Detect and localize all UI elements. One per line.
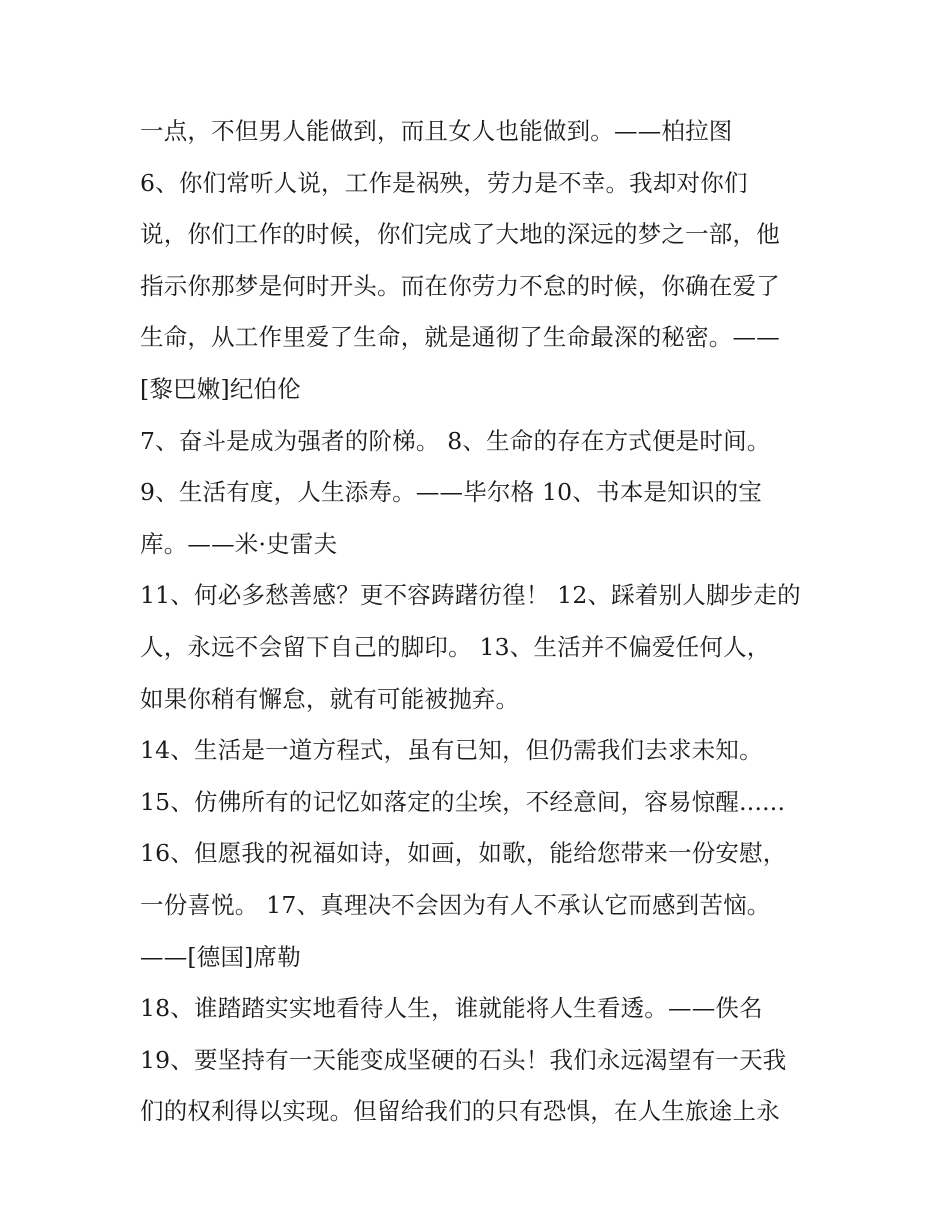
text-line: 16、但愿我的祝福如诗，如画，如歌，能给您带来一份安慰， bbox=[140, 839, 787, 868]
text-line: 一点，不但男人能做到，而且女人也能做到。——柏拉图 bbox=[140, 117, 733, 145]
text-line: 9、生活有度，人生添寿。——毕尔格 10、书本是知识的宝 bbox=[140, 478, 762, 507]
text-line: ——[德国]席勒 bbox=[140, 942, 301, 971]
text-line: 18、谁踏踏实实地看待人生，谁就能将人生看透。——佚名 bbox=[140, 994, 763, 1023]
text-line: 们的权利得以实现。但留给我们的只有恐惧，在人生旅途上永 bbox=[140, 1097, 780, 1126]
text-line: 19、要坚持有一天能变成坚硬的石头！我们永远渴望有一天我 bbox=[140, 1045, 787, 1074]
body-text bbox=[140, 106, 820, 1138]
text-line: 库。——米·史雷夫 bbox=[140, 529, 338, 558]
text-line: 11、何必多愁善感？更不容踌躇彷徨！ 12、踩着别人脚步走的 bbox=[140, 581, 801, 610]
text-line: 生命，从工作里爱了生命，就是通彻了生命最深的秘密。—— bbox=[140, 323, 780, 352]
text-line: 7、奋斗是成为强者的阶梯。 8、生命的存在方式便是时间。 bbox=[140, 426, 771, 455]
text-line: 如果你稍有懈怠，就有可能被抛弃。 bbox=[140, 684, 520, 713]
text-line: [黎巴嫩]纪伯伦 bbox=[140, 374, 301, 403]
text-line: 一份喜悦。 17、真理决不会因为有人不承认它而感到苦恼。 bbox=[140, 890, 771, 919]
text-line: 14、生活是一道方程式，虽有已知，但仍需我们去求未知。 bbox=[140, 736, 763, 765]
text-line: 说，你们工作的时候，你们完成了大地的深远的梦之一部，他 bbox=[140, 220, 780, 249]
text-line: 人，永远不会留下自己的脚印。 13、生活并不偏爱任何人， bbox=[140, 632, 771, 661]
text-line: 15、仿佛所有的记忆如落定的尘埃，不经意间，容易惊醒...... bbox=[140, 787, 786, 816]
text-line: 指示你那梦是何时开头。而在你劳力不怠的时候，你确在爱了 bbox=[140, 271, 780, 300]
text-line: 6、你们常听人说，工作是祸殃，劳力是不幸。我却对你们 bbox=[140, 168, 748, 197]
